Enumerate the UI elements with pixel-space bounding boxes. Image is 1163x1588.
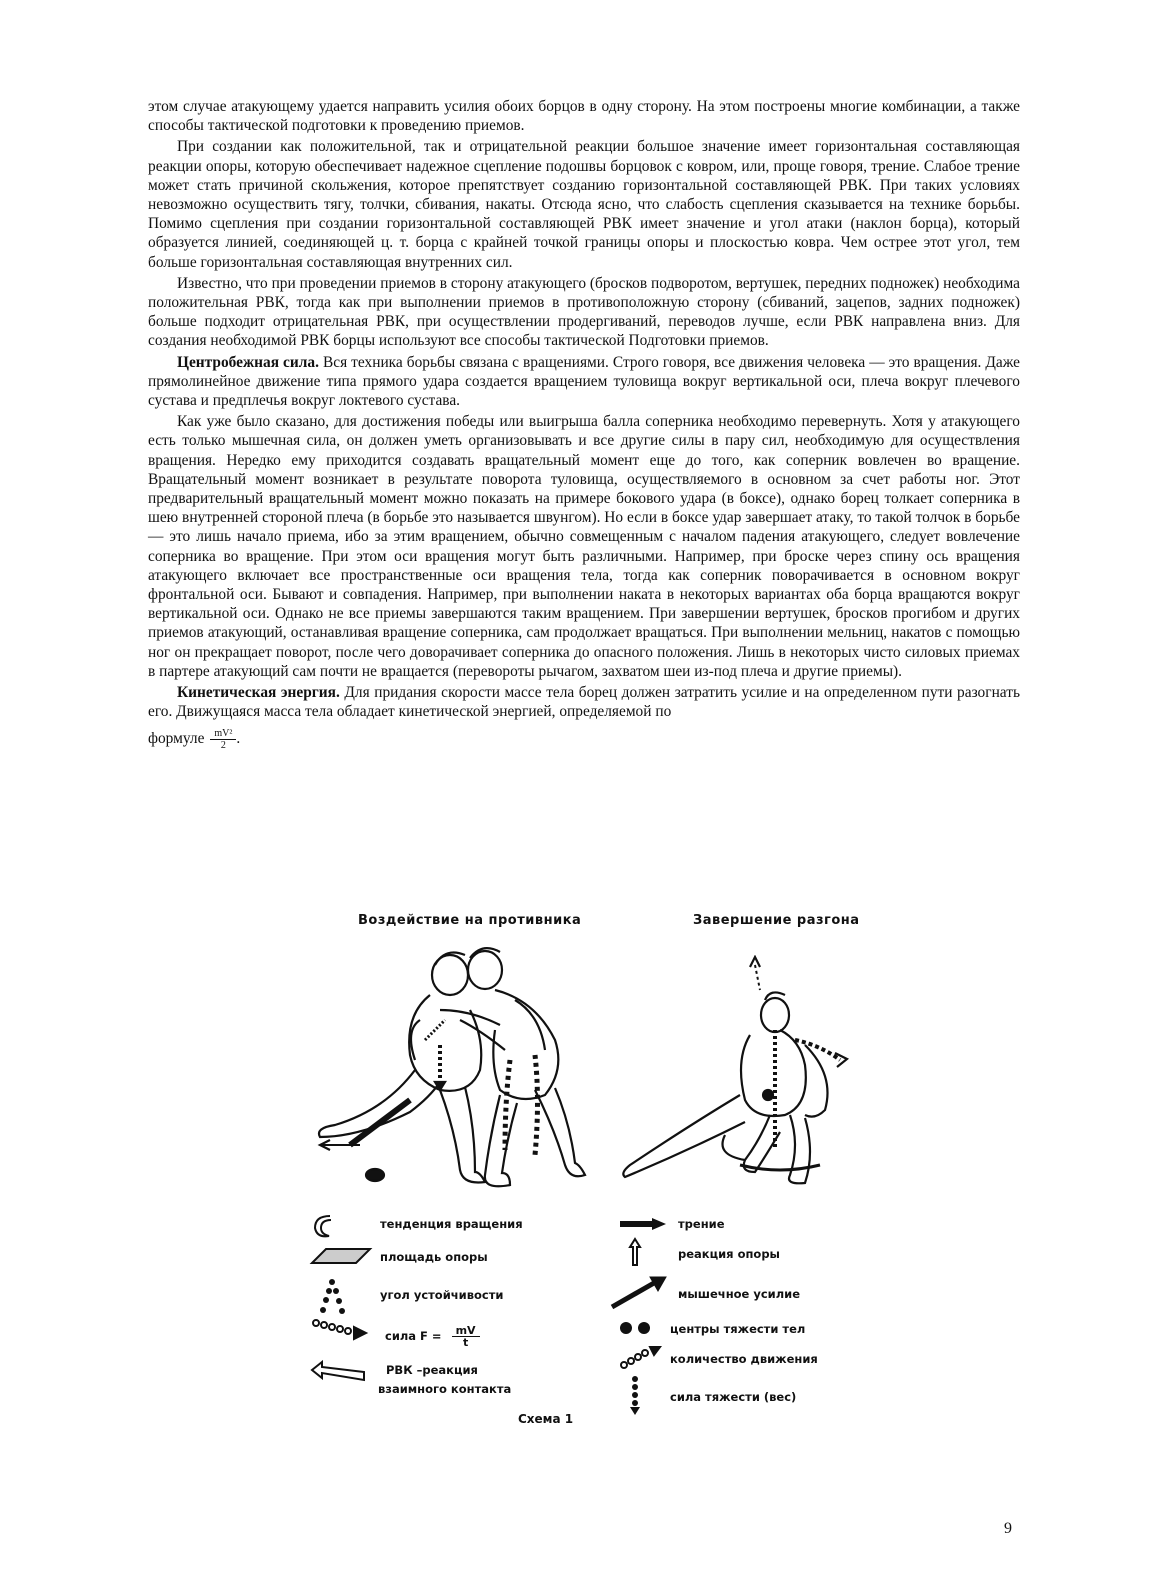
paragraph-text: этом случае атакующему удается направить усилия обоих борцов в одну сторону. На этом построены многие комбинации, а также способы тактической подготовки к проведению приемов.: [148, 98, 1020, 135]
caption-right: Завершение разгона: [693, 913, 860, 928]
paragraph: [148, 353, 1020, 411]
caption-left: Воздействие на противника: [358, 913, 582, 928]
force-icon: [310, 1317, 370, 1341]
centers-of-gravity-icon: [618, 1320, 654, 1336]
legend-label-support-reaction: реакция опоры: [678, 1247, 780, 1261]
scheme-figure: [300, 905, 880, 1445]
paragraph: [148, 97, 1020, 135]
paragraph: [148, 137, 1020, 271]
legend-label-centers-of-gravity: центры тяжести тел: [670, 1322, 806, 1336]
support-reaction-icon: [628, 1237, 642, 1267]
scheme-label: Схема 1: [518, 1412, 574, 1426]
legend-label-mutual-contact-2: взаимного контакта: [378, 1382, 512, 1396]
legend-label-mutual-contact-1: РВК –реакция: [386, 1363, 478, 1377]
support-area-icon: [304, 1245, 374, 1267]
wrestlers-illustration: [300, 940, 590, 1200]
mutual-contact-reaction-icon: [308, 1358, 368, 1384]
paragraph-text: При создании как положительной, так и отрицательной реакции большое значение имеет горизонтальная составляющая реакции опоры, которую обеспечивает надежное сцепление подошвы борцовок с ковром, или, проще говоря, трение. Слабое трение может стать причиной скольжения, которое препятствует созданию горизонтальной составляющей РВК. При таких условиях невозможно осуществить тягу, толчки, сбивания, накаты. Отсюда ясно, что слабость сцепления сказывается на технике борьбы. Помимо сцепления при создании горизонтальной составляющей РВК имеет значение и угол атаки (наклон борца), который образуется линией, соединяющей ц. т. борца с крайней точкой границы опоры и плоскостью ковра. Чем острее этот угол, тем больше горизонтальная составляющая внутренних сил.: [148, 138, 1020, 271]
paragraph-lead: Центробежная сила.: [177, 353, 319, 371]
page-number: 9: [1004, 1520, 1012, 1537]
formula-line: [148, 728, 1020, 751]
acceleration-illustration: [600, 955, 860, 1185]
legend-label-rotation: тенденция вращения: [380, 1217, 523, 1231]
muscle-effort-icon: [608, 1275, 668, 1311]
paragraph: [148, 274, 1020, 351]
momentum-icon: [618, 1345, 662, 1369]
paragraph: [148, 412, 1020, 681]
formula-denominator: 2: [220, 739, 226, 751]
legend-label-stability-angle: угол устойчивости: [380, 1288, 504, 1302]
kinetic-energy-formula: [210, 728, 236, 751]
paragraph: [148, 683, 1020, 721]
legend-label-gravity: сила тяжести (вес): [670, 1390, 797, 1404]
legend-label-force: [385, 1325, 480, 1348]
paragraph-lead: Кинетическая энергия.: [177, 684, 340, 702]
rotation-tendency-icon: [308, 1210, 338, 1240]
gravity-icon: [628, 1375, 642, 1415]
force-label: сила F =: [385, 1329, 442, 1343]
formula-numerator: mV²: [210, 728, 236, 740]
force-formula: [452, 1325, 480, 1348]
formula-prefix: формуле: [148, 729, 205, 747]
force-formula-den: t: [462, 1336, 469, 1349]
paragraph-text: Как уже было сказано, для достижения победы или выигрыша балла соперника необходимо перевернуть. Хотя у атакующего есть только мышечная сила, он должен уметь организовывать и все другие силы в пару сил, необходимую для осуществления вращения. Нередко ему приходится создавать вращательный момент еще до того, как соперник вовлечен во вращение. Вращательный момент возникает в результате поворота туловища, осуществляемого в основном за счет работы ног. Этот предварительный вращательный момент можно показать на примере бокового удара (в боксе), однако борец толкает соперника в шею внутренней стороной плеча (в борьбе это называется швунгом). Но если в боксе удар завершает атаку, то такой толчок в борьбе — это лишь начало приема, ибо за этим вращением, обычно совмещенным с началом падения атакующего, следует вовлечение соперника во вращение. При этом оси вращения могут быть различными. Например, при броске через спину ось вращения атакующего включает все пространственные оси вращения тела, тогда как соперник поворачивается в основном вокруг фронтальной оси. Бывают и совпадения. Например, при выполнении наката в некоторых вариантах оба борца вращаются вокруг вертикальной оси. Однако не все приемы завершаются таким вращением. При завершении вертушек, бросков прогибом и других приемов атакующий, останавливая вращение соперника, сам продолжает вращаться. При выполнении мельниц, накатов с помощью ног он прекращает поворот, после чего доворачивает соперника до опасного положения. Лишь в некоторых чисто силовых приемах в партере атакующий сам почти не вращается (перевороты рычагом, захватом шеи из-под плеча и другие приемы).: [148, 413, 1020, 680]
body-text: [148, 97, 1020, 751]
paragraph-text: Вся техника борьбы связана с вращениями. Строго говоря, все движения человека — это вращения. Даже прямолинейное движение типа прямого удара создается вращением туловища вокруг вертикальной оси, плеча вокруг плечевого сустава и предплечья вокруг локтевого сустава.: [148, 353, 1021, 410]
legend-label-friction: трение: [678, 1217, 725, 1231]
force-formula-num: mV: [452, 1325, 480, 1337]
paragraph-text: Известно, что при проведении приемов в сторону атакующего (бросков подворотом, вертушек, передних подножек) необходима положительная РВК, тогда как при выполнении приемов в противоположную сторону (сбиваний, зацепов, задних подножек) больше подходит отрицательная РВК, при осуществлении продергиваний, переводов лучше, если РВК направлена вниз. Для создания необходимой РВК борцы используют все способы тактической Подготовки приемов.: [148, 274, 1020, 350]
paragraph-text: Для придания скорости массе тела борец должен затратить усилие и на определенном пути разогнать его. Движущаяся масса тела обладает кинетической энергией, определяемой по: [148, 684, 1020, 721]
legend-label-support-area: площадь опоры: [380, 1250, 488, 1264]
stability-angle-icon: [318, 1277, 348, 1317]
legend-label-momentum: количество движения: [670, 1352, 818, 1366]
formula-suffix: .: [236, 729, 241, 747]
friction-icon: [618, 1217, 668, 1231]
legend-label-muscle-effort: мышечное усилие: [678, 1287, 801, 1301]
